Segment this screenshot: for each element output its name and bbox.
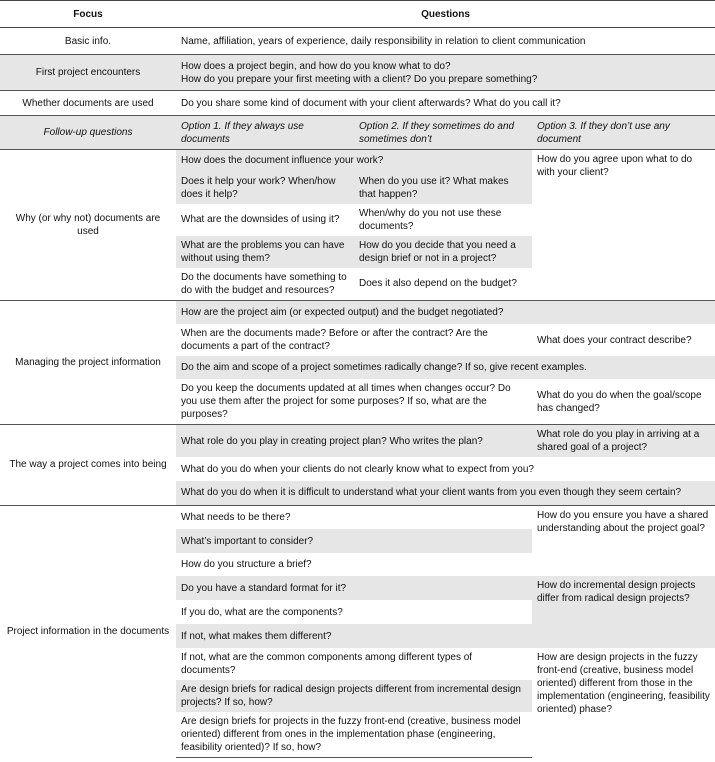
question-cell: Do the aim and scope of a project sometimes radically change? If so, give recent examples.: [176, 356, 715, 379]
question-line: How does a project begin, and how do you know what to do?: [181, 60, 451, 72]
question-cell: If you do, what are the components?: [181, 606, 343, 618]
table-row: [0, 300, 715, 324]
option-3-cell: How do incremental design projects differ from radical design projects?: [532, 576, 715, 648]
option-3-cell: How are design projects in the fuzzy front-end (creative, business model oriented) different from those in the implementation (engineering, feasibility oriented) phase?: [537, 652, 710, 715]
question-cell: Are design briefs for projects in the fuzzy front-end (creative, business model oriented) different from ones in the implementation phase (engineering, feasibility oriented)? If so, how?: [176, 712, 532, 758]
question-cell: How are the project aim (or expected output) and the budget negotiated?: [176, 300, 715, 324]
focus-cell: The way a project comes into being: [0, 425, 176, 506]
question-cell: What needs to be there?: [176, 505, 532, 529]
question-line: How do you prepare your first meeting with a client? Do you prepare something?: [181, 73, 538, 85]
question-cell: Does it help your work? When/how does it help?: [176, 172, 354, 204]
focus-cell: Follow-up questions: [0, 116, 176, 150]
option-3-cell: What does your contract describe?: [537, 334, 692, 346]
question-cell: [176, 55, 715, 91]
question-cell: If not, what makes them different?: [176, 624, 532, 648]
question-cell: Do the documents have something to do with the budget and resources?: [181, 271, 347, 296]
question-cell: When are the documents made? Before or after the contract? Are the documents a part of the contract?: [181, 328, 488, 352]
focus-cell: Project information in the documents: [0, 505, 176, 758]
question-cell: When/why do you not use these documents?: [359, 207, 502, 232]
question-cell: Do you keep the documents updated at all times when changes occur? Do you use them after the project for some purposes? If so, what are the purposes?: [181, 383, 511, 420]
option-3-cell: What role do you play in arriving at a shared goal of a project?: [532, 425, 715, 458]
question-cell: How do you structure a brief?: [181, 559, 312, 570]
focus-cell: Basic info.: [0, 28, 176, 55]
question-cell: Does it also depend on the budget?: [359, 278, 517, 289]
header-row: [0, 1, 715, 28]
option-3-header: Option 3. If they don’t use any document: [532, 116, 715, 150]
question-cell: Name, affiliation, years of experience, daily responsibility in relation to client communication: [176, 28, 715, 55]
question-cell: What do you do when it is difficult to understand what your client wants from you even though they seem certain?: [176, 481, 715, 505]
focus-cell: Managing the project information: [0, 300, 176, 425]
question-cell: What’s important to consider?: [176, 529, 532, 553]
question-cell: What role do you play in creating project plan? Who writes the plan?: [176, 425, 532, 458]
question-cell: Are design briefs for radical design projects different from incremental design projects? If so, how?: [176, 680, 532, 712]
focus-cell: Whether documents are used: [0, 91, 176, 116]
question-cell: How does the document influence your work?: [176, 150, 532, 172]
table-row: [0, 425, 715, 458]
table-row: [0, 28, 715, 55]
focus-cell: Why (or why not) documents are used: [0, 150, 176, 301]
table-row: [0, 116, 715, 150]
option-3-cell: How do you agree upon what to do with your client?: [532, 150, 715, 301]
question-cell: What do you do when your clients do not clearly know what to expect from you?: [181, 463, 534, 475]
question-cell: What are the downsides of using it?: [181, 214, 340, 225]
option-3-cell: What do you do when the goal/scope has changed?: [537, 389, 702, 414]
question-cell: Do you have a standard format for it?: [176, 576, 532, 600]
question-cell: If not, what are the common components among different types of documents?: [181, 652, 473, 676]
header-focus: Focus: [0, 1, 176, 28]
question-cell: How do you decide that you need a design brief or not in a project?: [354, 236, 532, 268]
option-3-cell: How do you ensure you have a shared understanding about the project goal?: [532, 505, 715, 576]
table-row: [0, 55, 715, 91]
option-1-header: Option 1. If they always use documents: [176, 116, 354, 150]
table-row: [0, 150, 715, 172]
table-row: [0, 505, 715, 529]
question-cell: What are the problems you can have without using them?: [176, 236, 354, 268]
option-2-header: Option 2. If they sometimes do and sometimes don’t: [354, 116, 532, 150]
question-cell: Do you share some kind of document with your client afterwards? What do you call it?: [176, 91, 715, 116]
table-row: [0, 91, 715, 116]
question-cell: When do you use it? What makes that happen?: [354, 172, 532, 204]
header-questions: Questions: [176, 1, 715, 28]
focus-cell: First project encounters: [0, 55, 176, 91]
